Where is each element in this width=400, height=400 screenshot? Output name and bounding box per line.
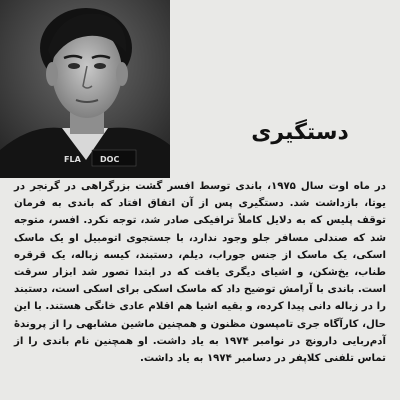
badge-right-text: DOC [100,155,120,164]
badge-left-text: FLA [64,155,81,164]
mugshot-photo [0,0,170,178]
section-title: دستگیری [251,120,349,145]
body-paragraph: در ماه اوت سال ۱۹۷۵، باندی توسط افسر گشت بزرگراهی در گرنجر در یوتا، بازداشت شد. دستگیری پس از آن اتفاق افتاد که باندی به فرمان توقف پلیس که به دلایل کاملاً ترافیکی صادر شد، توجه نکرد. افسر، متوجه شد که صندلی مسافر جلو وجود ندارد، با جستجوی اتومبیل او یک ماسک اسکی، یک ماسک از جنس جوراب، دیلم، دستبند، کیسه زباله، یک قرقره طناب، یخ‌شکن، و اشیای دیگری یافت که در ابتدا تصور شد ابزار سرقت است. باندی با آرامش توضیح داد که ماسک اسکی برای اسکی است، دستبند را در زباله دانی پیدا کرده، و بقیه اشیا هم اقلام عادی خانگی هستند. با این حال، کارآگاه جری تامپسون مظنون و همچنین ماشین مشابهی را از پروندهٔ آدم‌ربایی دارونچ در نوامبر ۱۹۷۴ به یاد داشت. او همچنین نام باندی را از تماس تلفنی کلاپفر در دسامبر ۱۹۷۴ به یاد داشت. [14,181,386,365]
